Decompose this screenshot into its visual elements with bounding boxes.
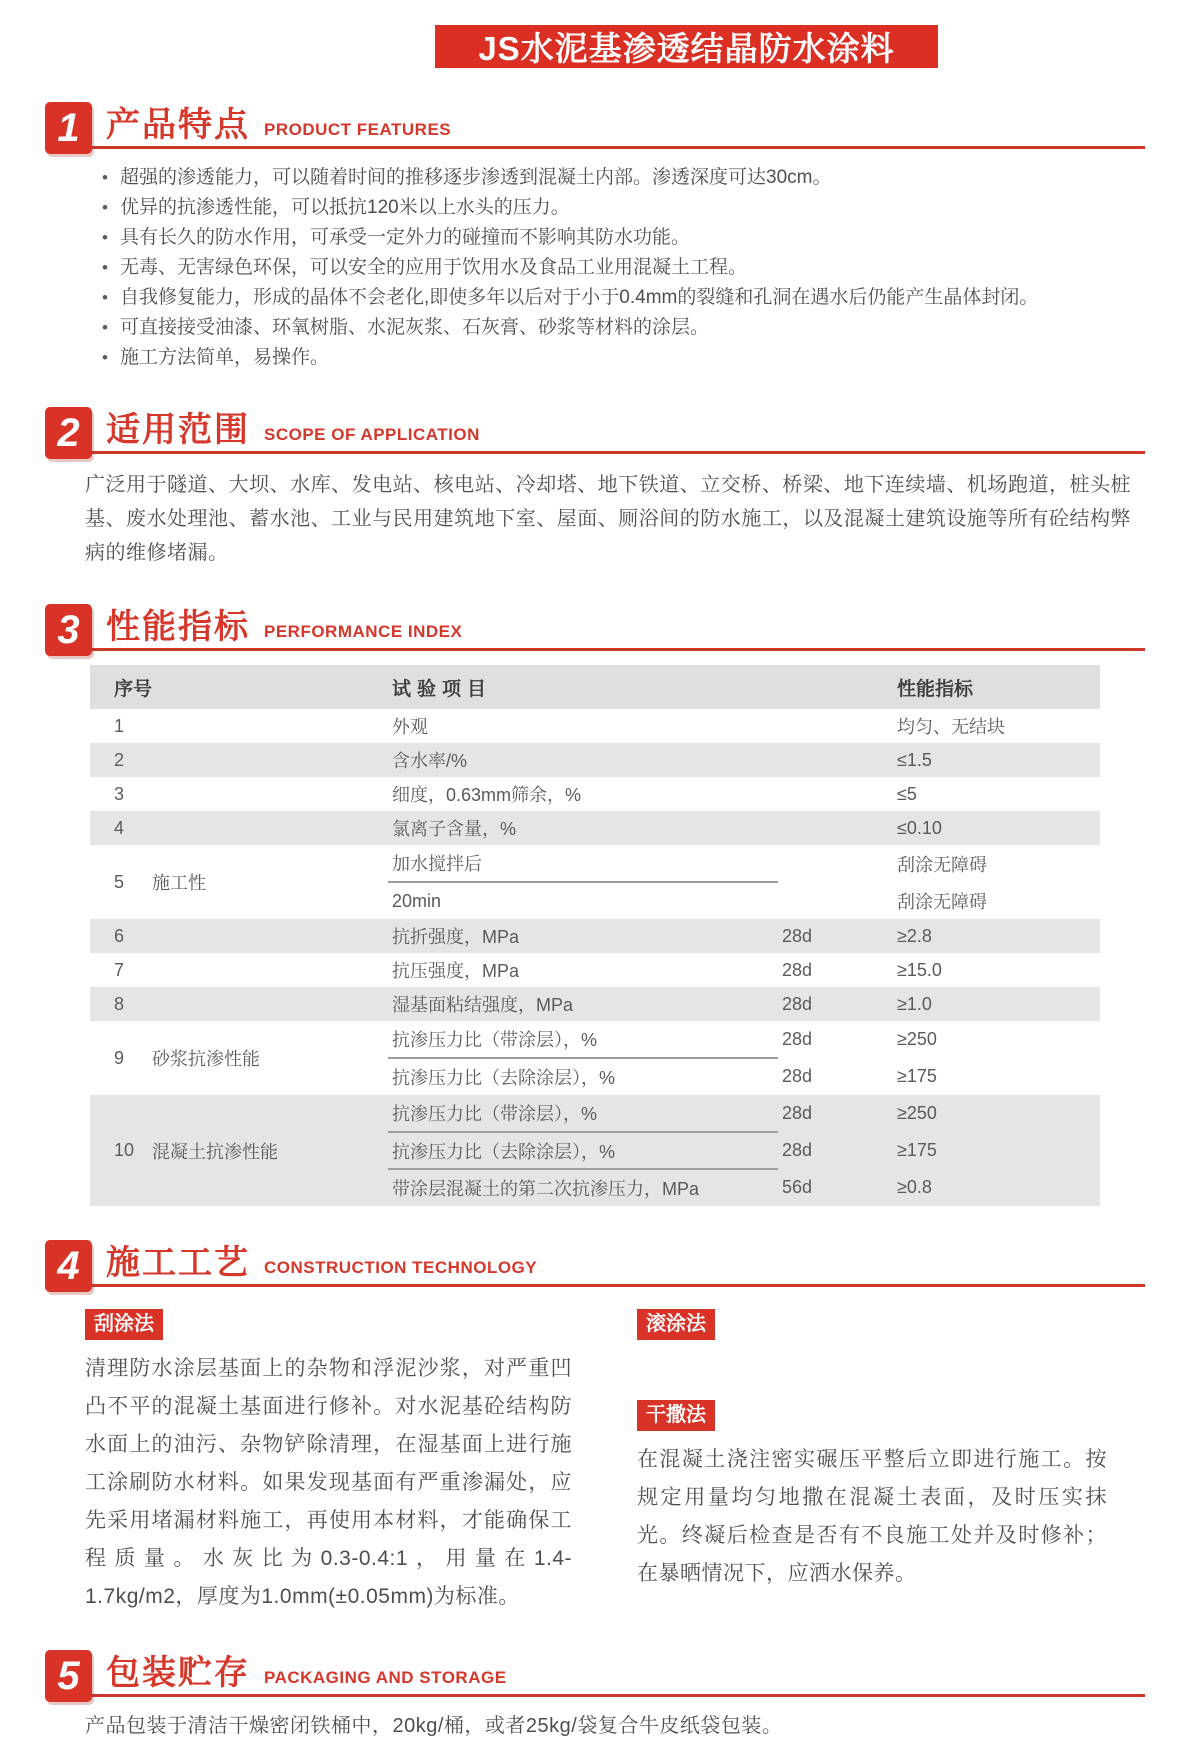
- section-1-title: 产品特点: [106, 106, 250, 144]
- section-4-header: [45, 1240, 1145, 1287]
- cell-index: ≥15.0: [897, 959, 942, 980]
- column-header-no: 序号: [90, 665, 388, 709]
- cell-age: [778, 743, 893, 777]
- cell-index: ≤0.10: [893, 811, 1100, 845]
- cell-age: [778, 882, 893, 919]
- cell-item: 含水率/%: [388, 743, 778, 777]
- feature-item: • 优异的抗渗透性能，可以抵抗120米以上水头的压力。: [100, 193, 1129, 223]
- section-5-number-badge: 5: [45, 1650, 92, 1702]
- section-4-number-badge: 4: [45, 1240, 92, 1292]
- cell-age: 56d: [778, 1169, 893, 1206]
- cell-no: 8: [90, 987, 148, 1021]
- cell-no: 7: [114, 959, 125, 980]
- cell-age: [778, 811, 893, 845]
- cell-age: 28d: [782, 1029, 813, 1049]
- section-2-title: 适用范围: [106, 411, 250, 449]
- cell-item: 氯离子含量，%: [388, 811, 778, 845]
- cell-no: 5: [114, 871, 125, 892]
- cell-category: [148, 953, 388, 987]
- table-header-row: [90, 665, 1100, 709]
- table-row: [90, 811, 1100, 845]
- cell-category: [148, 811, 388, 845]
- cell-age: 28d: [782, 959, 813, 980]
- cell-index: ≥1.0: [893, 987, 1100, 1021]
- feature-item: • 无毒、无害绿色环保，可以安全的应用于饮用水及食品工业用混凝土工程。: [100, 253, 1129, 283]
- cell-index: ≥250: [897, 1029, 937, 1049]
- cell-age: [778, 709, 893, 743]
- cell-item: 带涂层混凝土的第二次抗渗压力，MPa: [388, 1169, 778, 1206]
- section-2-subtitle: SCOPE OF APPLICATION: [264, 425, 480, 444]
- cell-age: 28d: [778, 1132, 893, 1169]
- cell-item: 湿基面粘结强度，MPa: [388, 987, 778, 1021]
- section-3-header: [45, 604, 1145, 651]
- page-title-banner: [435, 25, 938, 68]
- cell-item: 抗渗压力比（带涂层），%: [388, 1095, 778, 1132]
- cell-age: [778, 777, 893, 811]
- cell-item: 细度，0.63mm筛余，%: [392, 785, 582, 805]
- cell-no: 4: [90, 811, 148, 845]
- section-2-number-badge: 2: [45, 407, 92, 459]
- scrape-method-text: 清理防水涂层基面上的杂物和浮泥沙浆，对严重凹凸不平的混凝土基面进行修补。对水泥基砼结构防水面上的油污、杂物铲除清理，在湿基面上进行施工涂刷防水材料。如果发现基面有严重渗漏处，应先采用堵漏材料施工，再使用本材料，才能确保工程质量。水灰比为0.3-0.4:1，用量在1.4-1.7kg/m2，厚度为1.0mm(±0.05mm)为标准。: [85, 1357, 572, 1608]
- feature-item: • 自我修复能力，形成的晶体不会老化,即使多年以后对于小于0.4mm的裂缝和孔洞在遇水后仍能产生晶体封闭。: [100, 283, 1129, 313]
- scrape-method-badge: 刮涂法: [85, 1309, 163, 1340]
- packaging-text: 产品包装于清洁干燥密闭铁桶中，20kg/桶，或者25kg/袋复合牛皮纸袋包装。: [85, 1715, 783, 1737]
- cell-item: 抗渗压力比（去除涂层），%: [388, 1132, 778, 1169]
- cell-age: 28d: [778, 987, 893, 1021]
- cell-no: 3: [114, 783, 125, 804]
- cell-age: 28d: [778, 1095, 893, 1132]
- cell-category: 砂浆抗渗性能: [152, 1049, 260, 1069]
- section-1-header: [45, 102, 1145, 149]
- section-4-subtitle: CONSTRUCTION TECHNOLOGY: [264, 1258, 538, 1277]
- cell-index: ≥2.8: [893, 919, 1100, 953]
- cell-age: [778, 845, 893, 882]
- spacer: [637, 1340, 1107, 1400]
- performance-index-table: [90, 665, 1100, 1206]
- cell-category: 施工性: [152, 873, 206, 893]
- table-row: [90, 1095, 1100, 1132]
- section-5-title: 包装贮存: [106, 1654, 250, 1692]
- cell-no: 2: [90, 743, 148, 777]
- cell-item: 抗渗压力比（去除涂层），%: [392, 1068, 616, 1088]
- cell-index: ≤1.5: [893, 743, 1100, 777]
- section-3-number-badge: 3: [45, 604, 92, 656]
- cell-index: ≤5: [897, 783, 917, 804]
- roll-method-badge: 滚涂法: [637, 1309, 715, 1340]
- cell-item: 加水搅拌后: [388, 845, 778, 882]
- cell-no: 1: [114, 715, 125, 736]
- cell-item: 抗折强度，MPa: [388, 919, 778, 953]
- roll-and-dry-methods: [637, 1309, 1107, 1616]
- feature-item: • 超强的渗透能力，可以随着时间的推移逐步渗透到混凝土内部。渗透深度可达30cm。: [100, 163, 1129, 193]
- cell-index: ≥0.8: [893, 1169, 1100, 1206]
- cell-index: 刮涂无障碍: [897, 891, 988, 912]
- cell-item: 外观: [392, 717, 429, 737]
- table-row: [90, 845, 1100, 882]
- cell-item: 20min: [392, 890, 442, 911]
- dry-sprinkle-method-badge: 干撒法: [637, 1400, 715, 1431]
- feature-item: • 可直接接受油漆、环氧树脂、水泥灰浆、石灰膏、砂浆等材料的涂层。: [100, 313, 1129, 343]
- cell-index: ≥175: [893, 1132, 1100, 1169]
- column-header-index: 性能指标: [893, 665, 1100, 709]
- table-row: [90, 743, 1100, 777]
- page-title: JS水泥基渗透结晶防水涂料: [478, 30, 895, 67]
- construction-methods: [85, 1309, 1131, 1616]
- cell-no: 9: [114, 1047, 125, 1068]
- section-5-header: [45, 1650, 1145, 1697]
- cell-index: 均匀、无结块: [897, 717, 1006, 737]
- dry-sprinkle-method-text: 在混凝土浇注密实碾压平整后立即进行施工。按规定用量均匀地撒在混凝土表面，及时压实抹光。终凝后检查是否有不良施工处并及时修补；在暴晒情况下，应洒水保养。: [637, 1448, 1107, 1585]
- table-row: [90, 777, 1100, 811]
- cell-no: 6: [90, 919, 148, 953]
- cell-index: ≥250: [893, 1095, 1100, 1132]
- cell-category: [148, 777, 388, 811]
- section-1-number-badge: 1: [45, 102, 92, 154]
- cell-no: 10: [90, 1095, 148, 1206]
- scope-of-application-text: 广泛用于隧道、大坝、水库、发电站、核电站、冷却塔、地下铁道、立交桥、桥梁、地下连续墙、机场跑道，桩头桩基、废水处理池、蓄水池、工业与民用建筑地下室、屋面、厕浴间的防水施工，以及混凝土建筑设施等所有砼结构弊病的维修堵漏。: [85, 474, 1131, 564]
- cell-category: [148, 987, 388, 1021]
- table-row: [90, 953, 1100, 987]
- section-4-title: 施工工艺: [106, 1244, 250, 1282]
- table-row: [90, 987, 1100, 1021]
- cell-age: 28d: [778, 919, 893, 953]
- section-2-header: [45, 407, 1145, 454]
- section-5-subtitle: PACKAGING AND STORAGE: [264, 1668, 507, 1687]
- section-3-title: 性能指标: [106, 608, 250, 646]
- cell-age: 28d: [782, 1066, 813, 1086]
- cell-category: [148, 919, 388, 953]
- cell-category: [148, 709, 388, 743]
- feature-item: • 具有长久的防水作用，可承受一定外力的碰撞而不影响其防水功能。: [100, 223, 1129, 253]
- feature-list: [100, 163, 1129, 373]
- cell-item: 抗渗压力比（带涂层），%: [388, 1021, 778, 1058]
- scrape-coating-method: [85, 1309, 572, 1616]
- cell-index: ≥175: [897, 1066, 937, 1086]
- cell-category: [148, 743, 388, 777]
- cell-item: 抗压强度，MPa: [392, 961, 520, 981]
- product-datasheet: [0, 25, 1189, 1738]
- cell-category: 混凝土抗渗性能: [148, 1095, 388, 1206]
- cell-index: 刮涂无障碍: [897, 854, 988, 875]
- section-1-subtitle: PRODUCT FEATURES: [264, 120, 452, 139]
- table-row: [90, 709, 1100, 743]
- column-header-item: 试验项目: [388, 665, 893, 709]
- table-row: [90, 1021, 1100, 1058]
- feature-item: • 施工方法简单，易操作。: [100, 343, 1129, 373]
- table-row: [90, 919, 1100, 953]
- section-3-subtitle: PERFORMANCE INDEX: [264, 622, 463, 641]
